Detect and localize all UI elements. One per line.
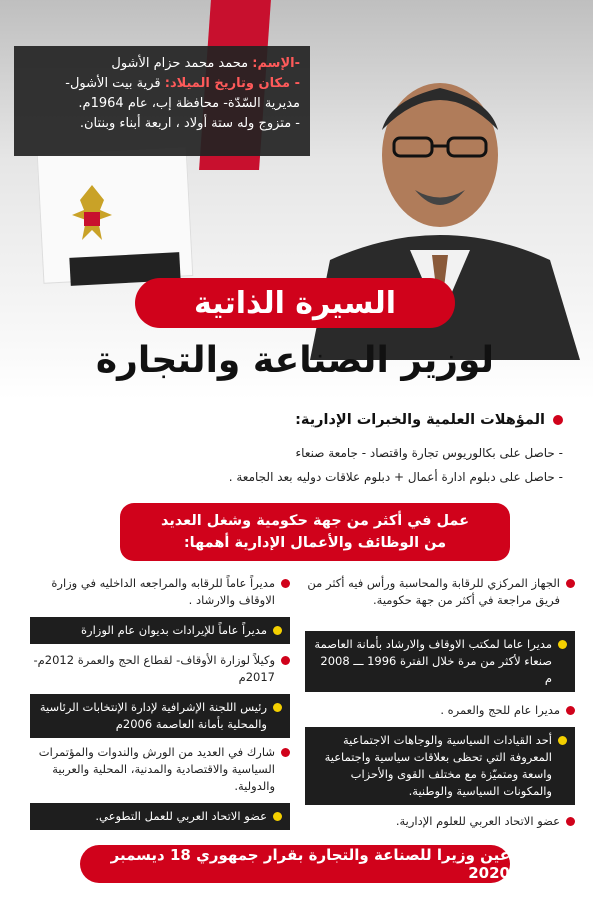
- bio-birth-label: - مكان وتاريخ الميلاد:: [164, 76, 300, 91]
- left-column: [30, 575, 290, 830]
- left-item-6-text: عضو الاتحاد العربي للعمل التطوعي.: [95, 809, 267, 823]
- bullet-dot-icon: [558, 736, 567, 745]
- right-item-1: [305, 575, 575, 627]
- right-column: [305, 575, 575, 830]
- cv-title-pill: السيرة الذاتية: [135, 278, 455, 328]
- bio-birth: [24, 74, 300, 94]
- left-item-1: [30, 575, 290, 609]
- left-item-2: [30, 617, 290, 644]
- bullet-dot-icon: [273, 812, 282, 821]
- bio-birth-line2: مديرية السّدّة- محافظة إب، عام 1964م.: [78, 96, 300, 111]
- right-item-3-text: مديرا عام للحج والعمره .: [440, 703, 560, 717]
- qualifications-heading: [53, 412, 563, 428]
- bullet-dot-icon: [273, 703, 282, 712]
- work-banner-line2: من الوظائف والأعمال الإدارية أهمها:: [183, 535, 447, 551]
- bullet-dot-icon: [281, 748, 290, 757]
- bullet-dot-icon: [566, 706, 575, 715]
- hero-photo: [0, 0, 593, 400]
- right-item-4-text: أحد القيادات السياسية والوجاهات الاجتماعية المعروفة التي تحظى بعلاقات سياسية واجتماعية واسعة ومتميّزة مع مختلف القوى والأحزاب والمكونات السياسية والوطنية.: [324, 733, 552, 798]
- bio-family: - متزوج وله ستة أولاد ، اربعة أبناء وبنتان.: [79, 116, 300, 131]
- qualifications-heading-text: المؤهلات العلمية والخبرات الإدارية:: [295, 412, 545, 428]
- right-item-2-text: مديرا عاما لمكتب الاوقاف والارشاد بأمانة العاصمة صنعاء لأكثر من مرة خلال الفترة 1996 ـــ 2008 م: [314, 637, 552, 685]
- left-item-1-text: مديراً عاماً للرقابه والمراجعه الداخليه في وزارة الاوقاف والارشاد .: [51, 576, 275, 607]
- right-item-5: [305, 813, 575, 830]
- bullet-dot-icon: [273, 626, 282, 635]
- right-item-2: [305, 631, 575, 692]
- right-item-5-text: عضو الاتحاد العربي للعلوم الإدارية.: [395, 814, 560, 828]
- yemen-eagle-emblem-icon: [62, 180, 122, 250]
- right-item-4: [305, 727, 575, 805]
- bio-name-label: -الإسم:: [252, 56, 300, 71]
- left-item-2-text: مديراً عاماً للإيرادات بديوان عام الوزارة: [81, 623, 267, 637]
- bullet-dot-icon: [553, 415, 563, 425]
- bio-name-value: محمد محمد حزام الأشول: [111, 56, 249, 71]
- bullet-dot-icon: [281, 579, 290, 588]
- bullet-dot-icon: [281, 656, 290, 665]
- left-item-3-text: وكيلاً لوزارة الأوقاف- لقطاع الحج والعمرة 2012م- 2017م: [33, 653, 275, 684]
- work-banner: [120, 503, 510, 561]
- left-item-4: [30, 694, 290, 738]
- qualification-line-2: - حاصل على دبلوم ادارة أعمال + دبلوم علاقات دوليه بعد الجامعة .: [228, 470, 563, 484]
- right-item-3: [305, 702, 575, 719]
- bio-box: [14, 46, 310, 156]
- left-item-5-text: شارك في العديد من الورش والندوات والمؤتمرات السياسية والاقتصادية والمدنية، المحلية والعربية والدولية.: [38, 745, 275, 793]
- left-item-6: [30, 803, 290, 830]
- bullet-dot-icon: [566, 817, 575, 826]
- left-item-5: [30, 744, 290, 795]
- bio-birth-value: قرية بيت الأشول-: [65, 76, 161, 91]
- bullet-dot-icon: [566, 579, 575, 588]
- left-item-4-text: رئيس اللجنة الإشرافية لإدارة الإنتخابات الرئاسية والمحلية بأمانة العاصمة 2006م: [39, 700, 267, 731]
- appointment-banner: عين وزيرا للصناعة والتجارة بقرار جمهوري 18 ديسمبر 2020: [80, 845, 510, 883]
- bio-name: [24, 54, 300, 74]
- work-banner-line1: عمل في أكثر من جهة حكومية وشغل العديد: [160, 513, 470, 529]
- right-item-1-text: الجهاز المركزي للرقابة والمحاسبة ورأس فيه أكثر من فريق مراجعة في أكثر من جهة حكومية.: [307, 576, 560, 607]
- cv-title-main: لوزير الصناعة والتجارة: [95, 340, 495, 381]
- qualification-line-1: - حاصل على بكالوريوس تجارة واقتصاد - جامعة صنعاء: [295, 446, 563, 460]
- left-item-3: [30, 652, 290, 686]
- bullet-dot-icon: [558, 640, 567, 649]
